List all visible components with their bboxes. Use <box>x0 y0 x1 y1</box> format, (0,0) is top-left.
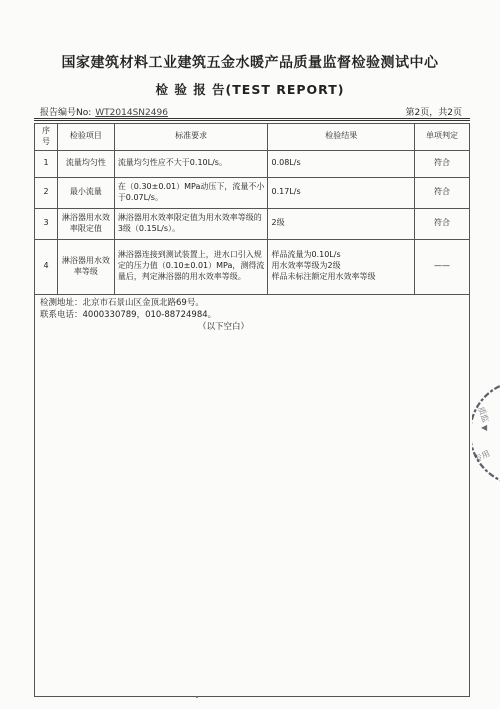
cell-item: 流量均匀性 <box>57 150 114 177</box>
cell-result: 0.17L/s <box>268 177 415 208</box>
cell-no: 4 <box>35 239 58 294</box>
svg-text:◀: ◀ <box>481 423 488 432</box>
cell-result: 样品流量为0.10L/s 用水效率等级为2级 样品未标注额定用水效率等级 <box>268 239 415 294</box>
cell-no: 2 <box>35 177 58 208</box>
cell-item: 淋浴器用水效率限定值 <box>57 208 114 239</box>
blank-note: （以下空白） <box>198 322 250 332</box>
cell-no: 1 <box>35 150 58 177</box>
table-header-row <box>35 124 470 151</box>
table-row <box>35 177 470 208</box>
results-table <box>34 123 470 295</box>
cell-item: 最小流量 <box>57 177 114 208</box>
test-address: 检测地址：北京市石景山区金顶北路69号。 <box>40 298 204 308</box>
svg-text:专用: 专用 <box>473 448 492 464</box>
table-row <box>35 239 470 294</box>
cell-result: 2级 <box>268 208 415 239</box>
report-number-line <box>40 105 168 118</box>
col-header-verdict: 单项判定 <box>415 124 470 151</box>
cell-verdict: 符合 <box>415 150 470 177</box>
table-row <box>35 208 470 239</box>
cell-verdict: —— <box>415 239 470 294</box>
institution-title: 国家建筑材料工业建筑五金水暖产品质量监督检验测试中心 <box>61 55 439 71</box>
contact-phone: 联系电话：4000330789，010-88724984。 <box>40 310 217 320</box>
cell-item: 淋浴器用水效率等级 <box>57 239 114 294</box>
table-row <box>35 150 470 177</box>
cell-result: 0.08L/s <box>268 150 415 177</box>
report-title: 检 验 报 告(TEST REPORT) <box>155 82 345 97</box>
cell-requirement: 在（0.30±0.01）MPa动压下，流量不小于0.07L/s。 <box>114 177 268 208</box>
header-rule-bottom <box>34 120 470 121</box>
header-rule-top <box>34 118 470 119</box>
col-header-result: 检验结果 <box>268 124 415 151</box>
svg-text:质监: 质监 <box>476 405 491 424</box>
report-number-value: WT2014SN2496 <box>95 108 168 118</box>
cell-verdict: 符合 <box>415 208 470 239</box>
col-header-item: 检验项目 <box>57 124 114 151</box>
report-number-label: 报告编号No: <box>40 108 92 118</box>
cell-requirement: 流量均匀性应不大于0.10L/s。 <box>114 150 268 177</box>
cell-requirement: 淋浴器用水效率限定值为用水效率等级的3级（0.15L/s）。 <box>114 208 268 239</box>
cell-no: 3 <box>35 208 58 239</box>
page-info: 第2页，共2页 <box>405 108 462 118</box>
cell-verdict: 符合 <box>415 177 470 208</box>
official-seal-fragment <box>472 378 500 488</box>
col-header-requirement: 标准要求 <box>114 124 268 151</box>
scan-speck <box>196 696 198 698</box>
cell-requirement: 淋浴器连接到测试装置上，进水口引入规定的压力值（0.10±0.01）MPa，测得流量后，判定淋浴器的用水效率等级。 <box>114 239 268 294</box>
col-header-no: 序号 <box>35 124 58 151</box>
